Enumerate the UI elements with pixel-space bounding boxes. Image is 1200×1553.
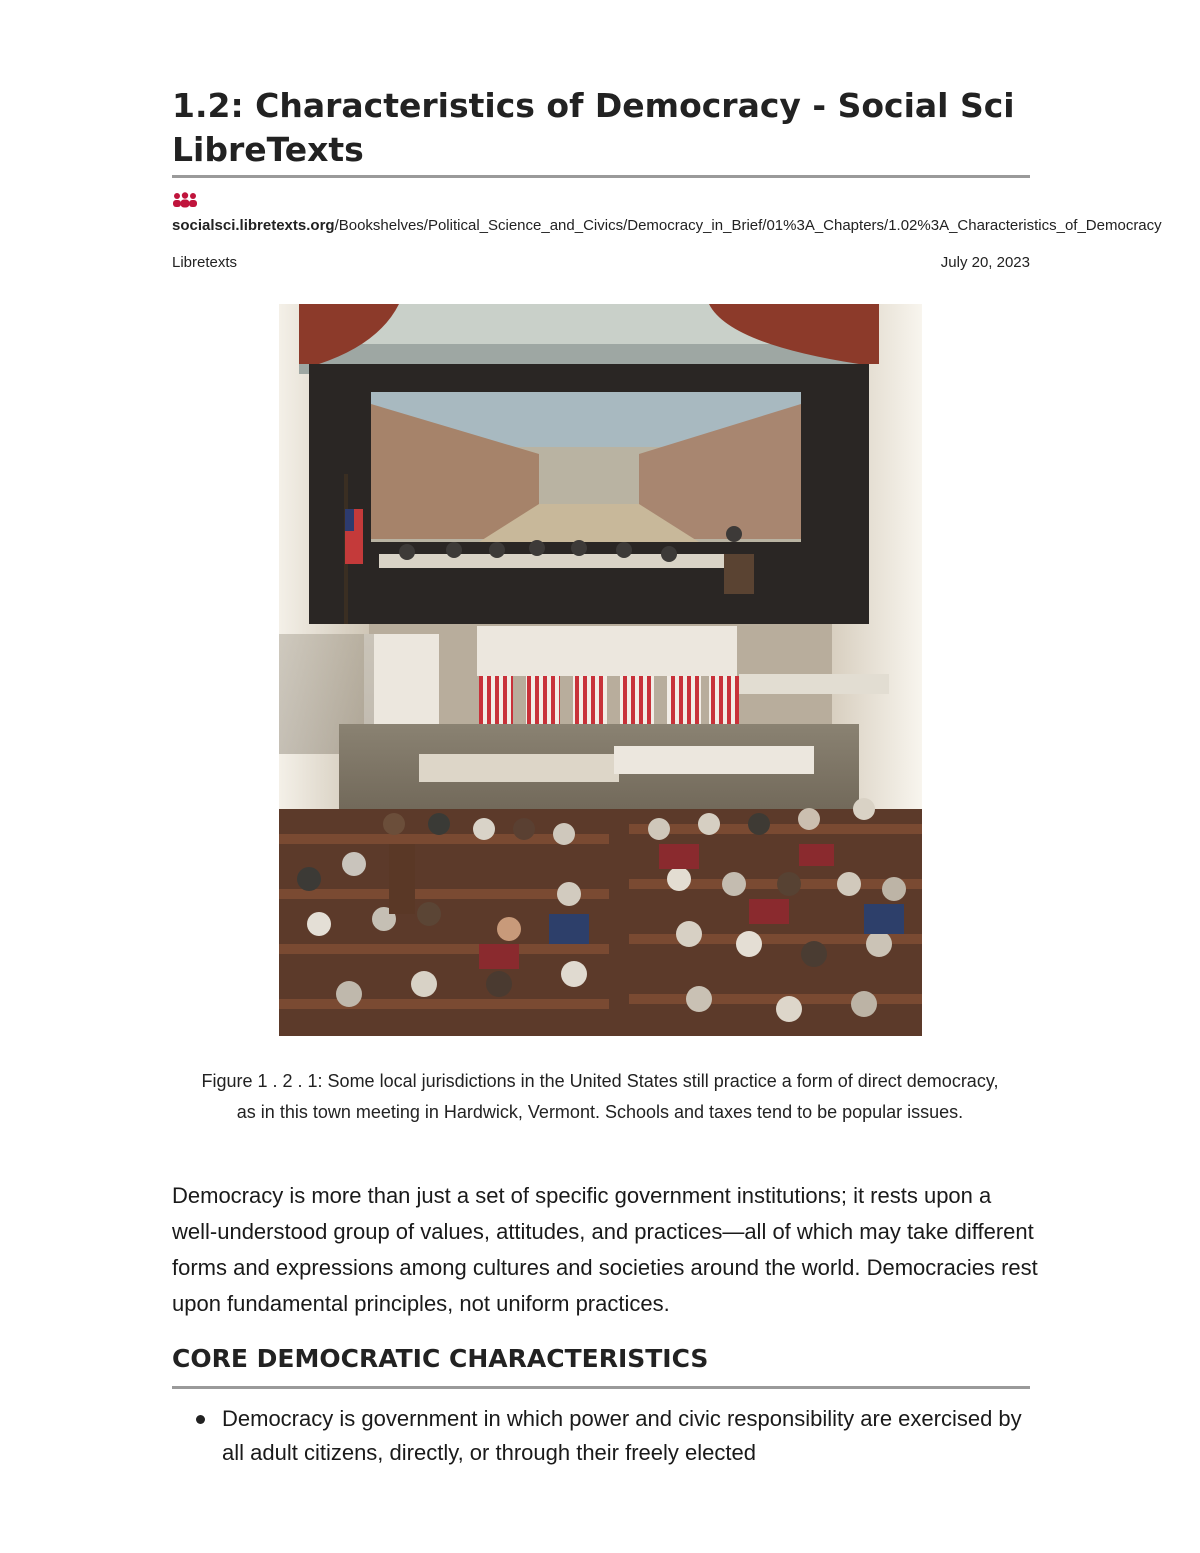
page-title: 1.2: Characteristics of Democracy - Social Sci LibreTexts [172,86,1015,169]
section-heading: CORE DEMOCRATIC CHARACTERISTICS [172,1344,709,1373]
title-divider [172,175,1030,178]
intro-paragraph: Democracy is more than just a set of specific government institutions; it rests upon a well-understood group of values, attitudes, and practices—all of which may take different forms and expressions among cultures and societies around the world. Democracies rest upon fundamental principles, not uniform practices. [172,1183,1038,1316]
people-icon [172,192,198,208]
list-item-text: Democracy is government in which power and civic responsibility are exercised by all adult citizens, directly, or through their freely elected [222,1406,1022,1465]
source-path: /Bookshelves/Political_Science_and_Civics/Democracy_in_Brief/01%3A_Chapters/1.02%3A_Characteristics_of_Democracy [334,217,1162,234]
source-url[interactable] [172,190,1162,238]
section-divider [172,1386,1030,1389]
characteristics-list [172,1402,1032,1470]
article-meta [172,254,1030,271]
source-domain: socialsci.libretexts.org [172,217,335,234]
figure-caption: Figure 1 . 2 . 1: Some local jurisdictions in the United States still practice a form of direct democracy, as in this town meeting in Hardwick, Vermont. Schools and taxes tend to be popular issues. [201,1071,999,1122]
publish-date: July 20, 2023 [940,254,1030,271]
list-item [172,1402,1032,1470]
author: Libretexts [172,254,238,271]
bullet-icon [196,1415,205,1424]
town-meeting-photo [279,304,922,1036]
